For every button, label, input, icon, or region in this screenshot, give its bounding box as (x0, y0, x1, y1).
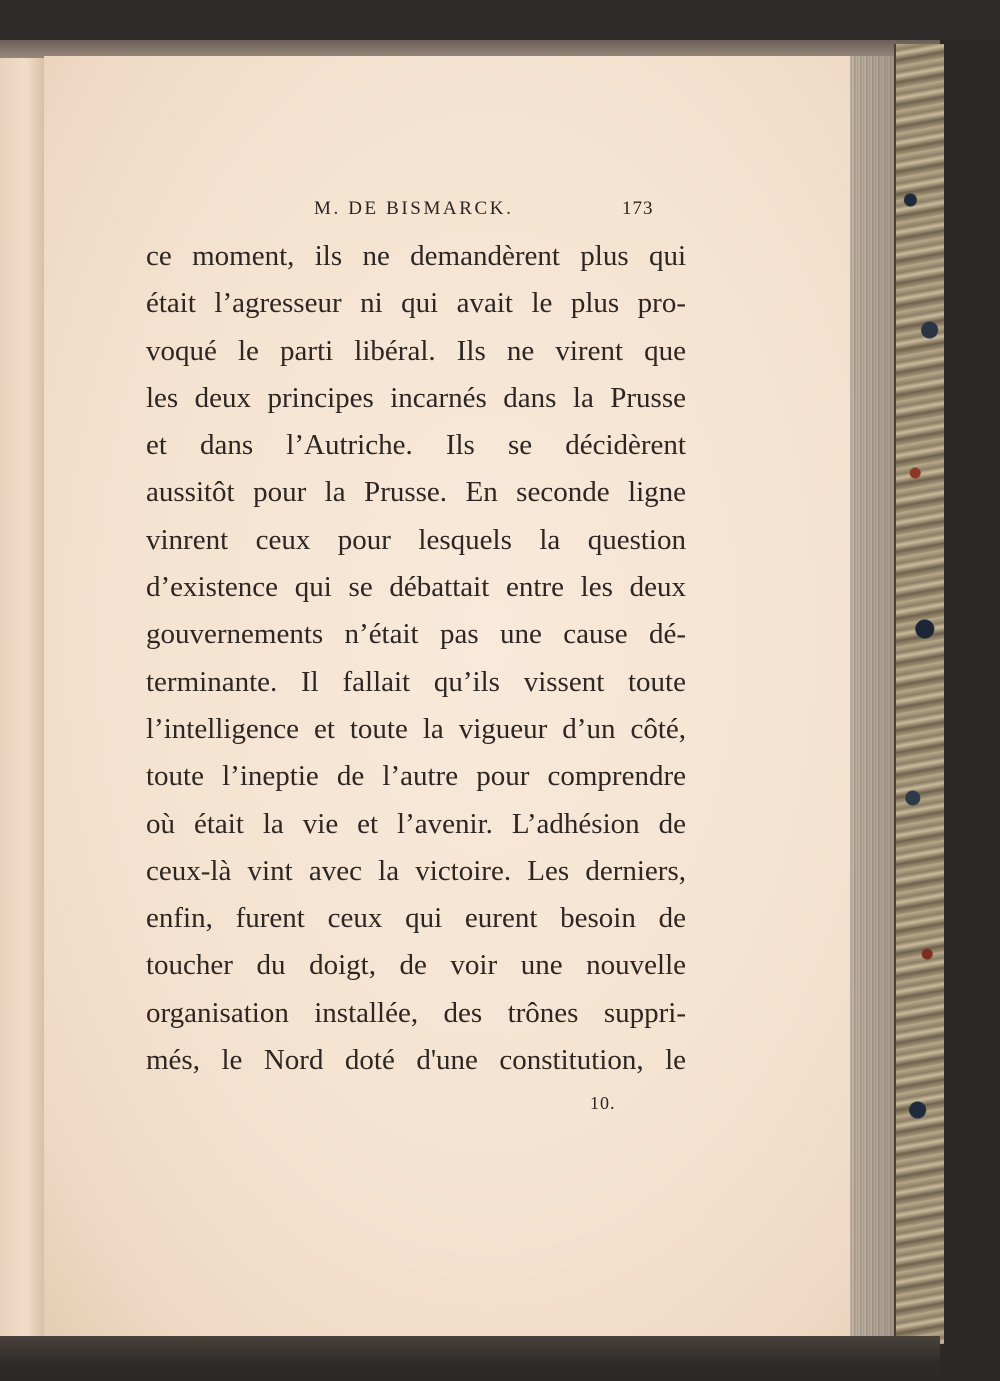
marbled-cover-edge (894, 44, 944, 1344)
background-shadow (938, 40, 1000, 1381)
page-number: 173 (622, 198, 654, 219)
text-line: était l’agresseur ni qui avait le plus pro- (146, 287, 686, 320)
bottom-board-edge (0, 1336, 940, 1381)
body-text (146, 233, 686, 1084)
text-line: où était la vie et l’avenir. L’adhésion de (146, 807, 686, 840)
text-line: més, le Nord doté d'une constitution, le (146, 1044, 686, 1077)
text-line: enfin, furent ceux qui eurent besoin de (146, 902, 686, 935)
text-line: d’existence qui se débattait entre les deux (146, 571, 686, 604)
text-line: l’intelligence et toute la vigueur d’un côté, (146, 712, 686, 745)
text-line: vinrent ceux pour lesquels la question (146, 523, 686, 556)
text-line: et dans l’Autriche. Ils se décidèrent (146, 429, 686, 462)
text-line: aussitôt pour la Prusse. En seconde ligne (146, 476, 686, 509)
signature-mark: 10. (590, 1093, 616, 1113)
text-line: organisation installée, des trônes suppri- (146, 996, 686, 1029)
text-line: gouvernements n’était pas une cause dé- (146, 618, 686, 651)
text-line: ceux-là vint avec la victoire. Les derniers, (146, 854, 686, 887)
text-line: voqué le parti libéral. Ils ne virent que (146, 334, 686, 367)
facing-page-edge (0, 58, 46, 1336)
text-line: ce moment, ils ne demandèrent plus qui (146, 240, 686, 272)
running-title: M. DE BISMARCK. (314, 198, 514, 219)
text-line: les deux principes incarnés dans la Prusse (146, 381, 686, 414)
text-line: terminante. Il fallait qu’ils vissent toute (146, 665, 686, 698)
text-line: toute l’ineptie de l’autre pour comprendre (146, 760, 686, 793)
text-line: toucher du doigt, de voir une nouvelle (146, 949, 686, 982)
